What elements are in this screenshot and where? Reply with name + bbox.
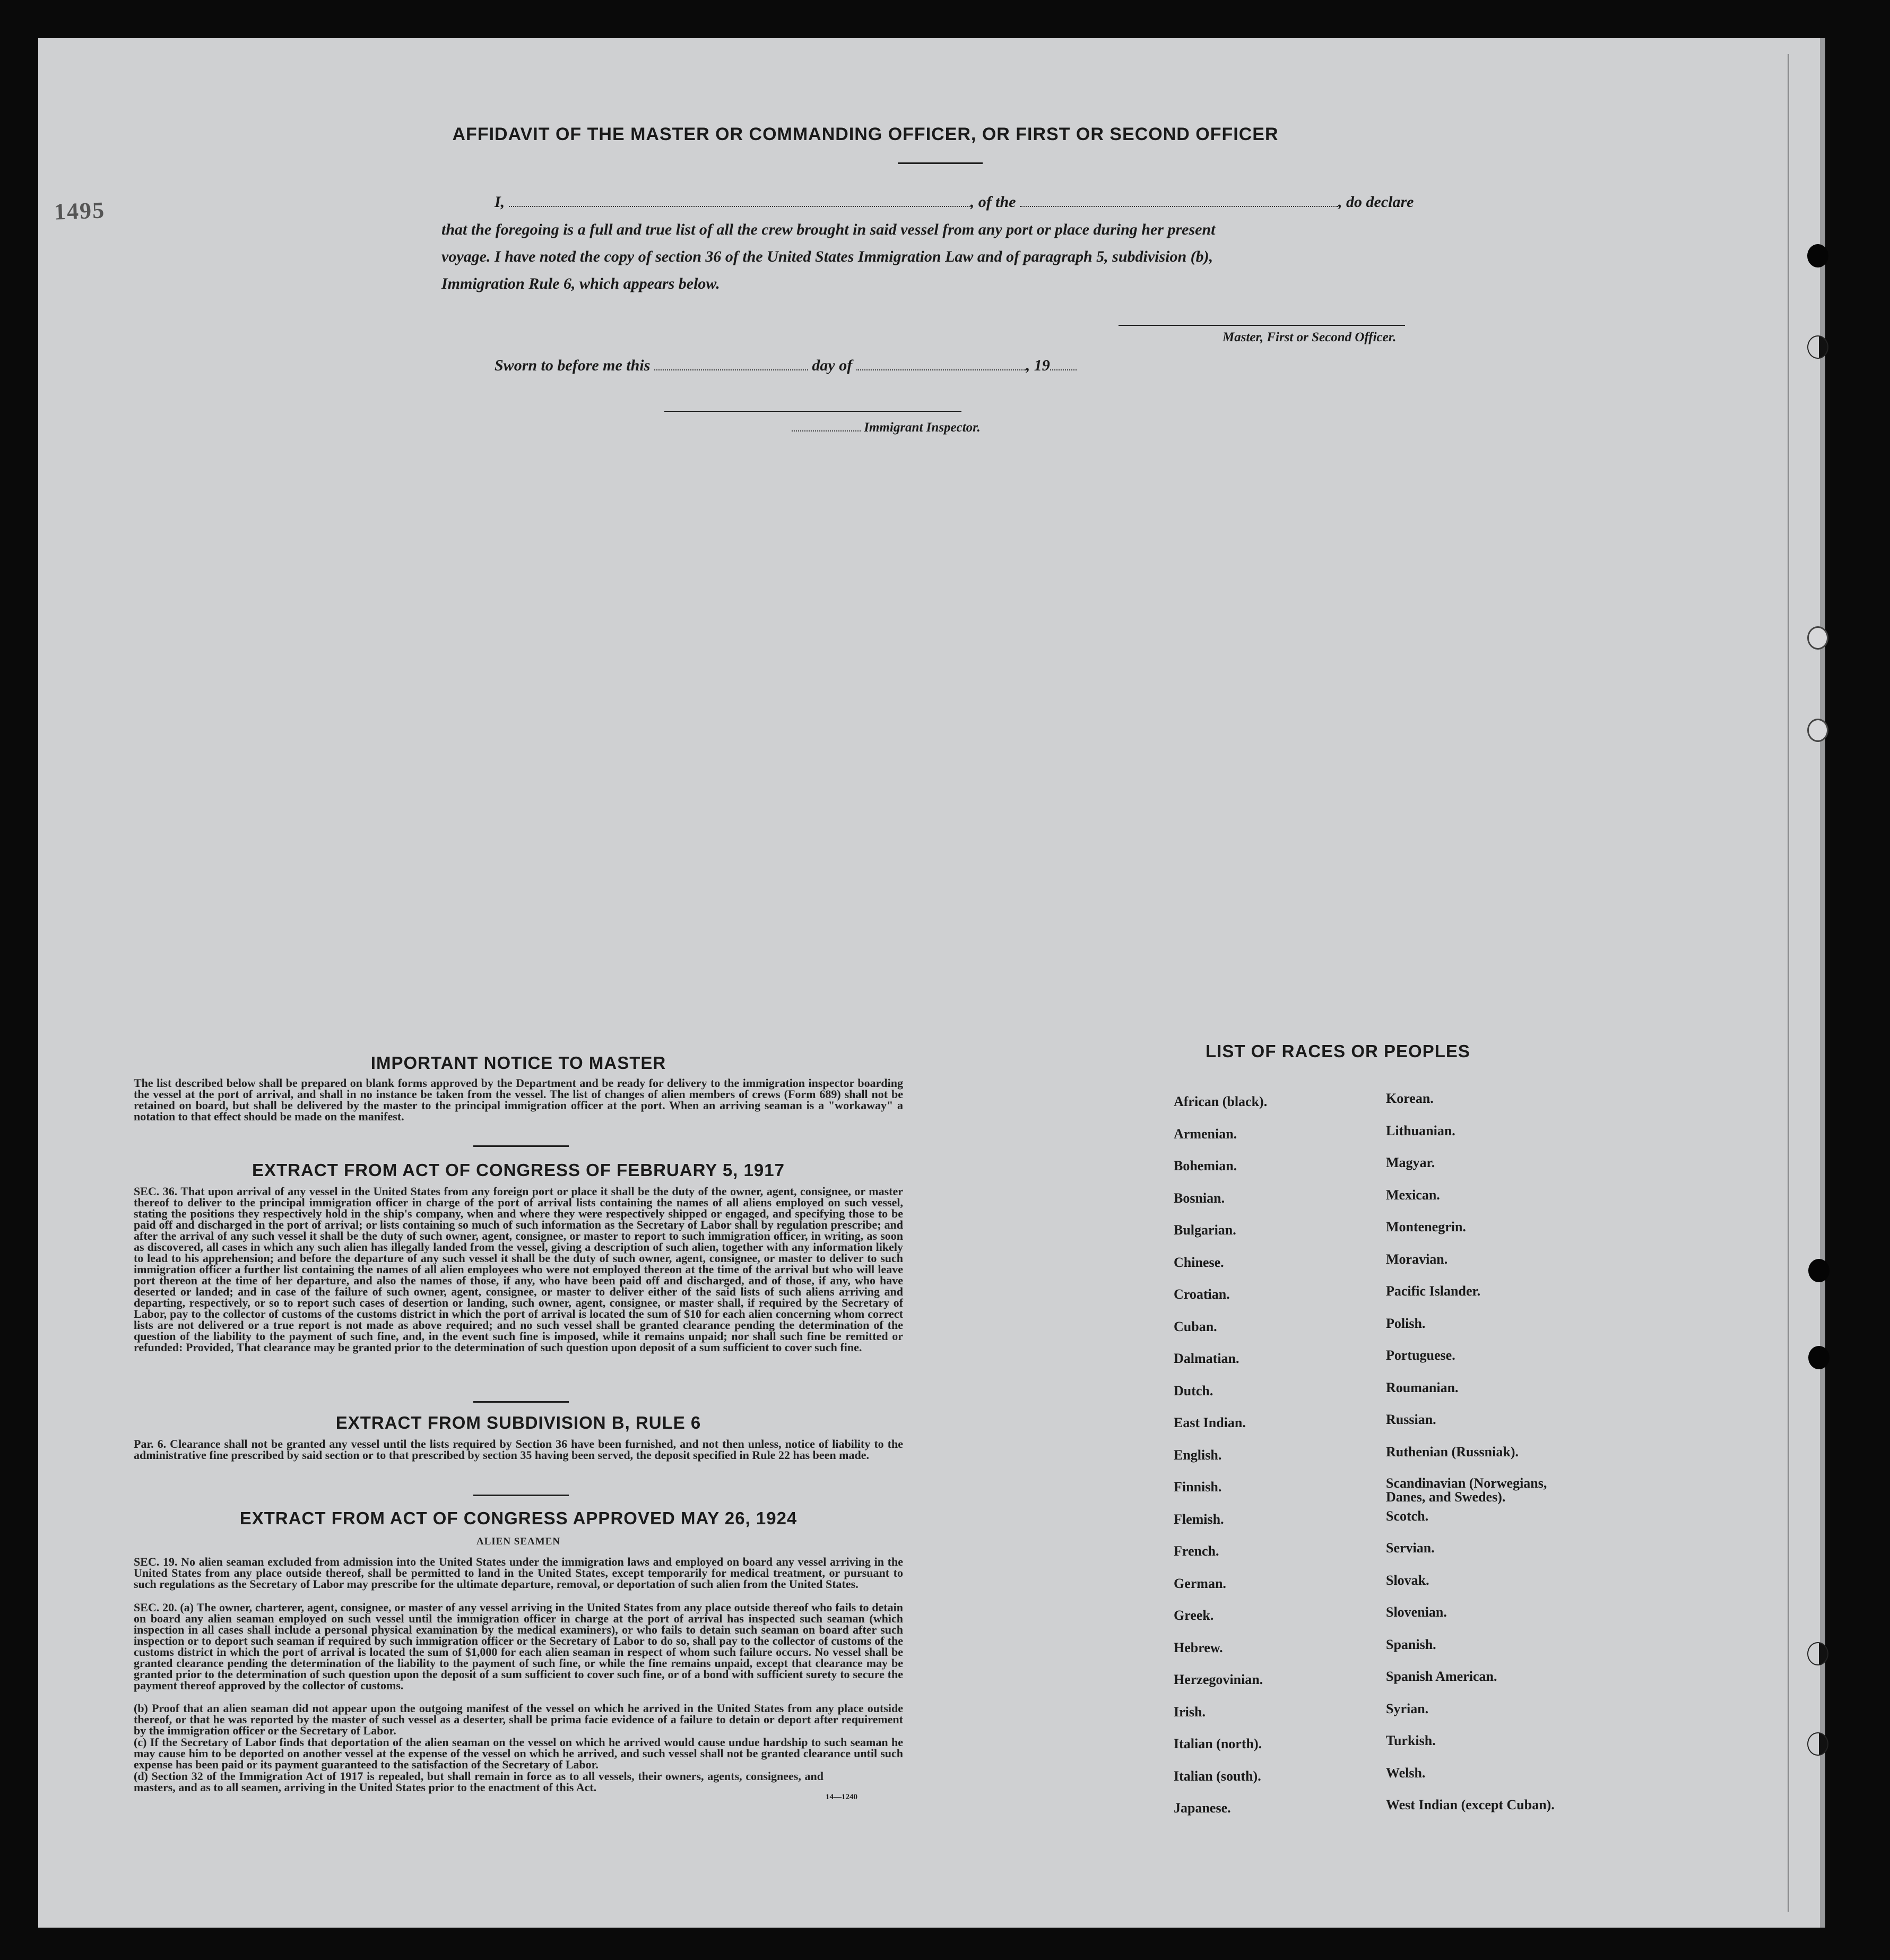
- race-item: Slovenian.: [1386, 1604, 1447, 1620]
- punch-hole: [1807, 626, 1828, 650]
- punch-hole: [1807, 335, 1828, 359]
- notice-body: The list described below shall be prepared on blank forms approved by the Department and be ready for delivery to the immigration inspector boarding the vessel at the port of arrival, and shall in no instance be taken from the vessel. The list of changes of alien members of crews (Form 689) shall not be retained on board, but shall be delivered by the master to the principal immigration officer at the port. When an arriving seaman is a "workaway" a notation to that effect should be made on the manifest.: [134, 1076, 903, 1123]
- alien-seamen-subtitle: ALIEN SEAMEN: [476, 1536, 561, 1547]
- race-item: Pacific Islander.: [1386, 1283, 1481, 1299]
- race-item: Scandinavian (Norwegians, Danes, and Swedes).: [1386, 1475, 1547, 1505]
- race-item: Lithuanian.: [1386, 1123, 1455, 1138]
- document-page: [38, 38, 1825, 1928]
- race-item: Chinese.: [1174, 1254, 1224, 1270]
- signature-line: [1119, 325, 1405, 326]
- race-item: Dalmatian.: [1174, 1351, 1239, 1366]
- race-item: English.: [1174, 1447, 1222, 1463]
- sworn-text: Sworn to before me this: [495, 357, 651, 374]
- race-item: Bosnian.: [1174, 1190, 1225, 1206]
- affidavit-line3: voyage. I have noted the copy of section 36 of the United States Immigration Law and of paragraph 5, subdivision (b),: [441, 248, 1213, 265]
- year-blank: [1050, 359, 1077, 370]
- race-item: Bulgarian.: [1174, 1222, 1236, 1238]
- margin-mark: 1495: [54, 197, 106, 225]
- sec20b-text: (b) Proof that an alien seaman did not appear upon the outgoing manifest of the vessel on which he arrived in the United States from any place outside thereof, or that he was reported by the master of such vessel as a deserter, shall be prima facie evidence of a failure to detain or deport after requirement by the immigration officer or the Secretary of Labor.: [134, 1702, 903, 1737]
- race-item: Moravian.: [1386, 1251, 1448, 1267]
- race-item: Mexican.: [1386, 1187, 1440, 1203]
- sec20c-text: (c) If the Secretary of Labor finds that deportation of the alien seaman on the vessel on which he arrived would cause undue hardship to such seaman he may cause him to be deported on another vessel at the expense of the vessel on which he arrived, and such vessel shall not be granted clearance until such expense has been paid or its payment guaranteed to the satisfaction of the Secretary of Labor.: [134, 1735, 903, 1771]
- affidavit-line4: Immigration Rule 6, which appears below.: [441, 275, 720, 292]
- affidavit-declare: , do declare: [1338, 193, 1414, 211]
- extract-1917-title: EXTRACT FROM ACT OF CONGRESS OF FEBRUARY 5, 1917: [252, 1160, 785, 1180]
- sworn-line: [495, 357, 1077, 375]
- inspector-signature-line: [664, 411, 961, 412]
- subdiv-b-body: Par. 6. Clearance shall not be granted any vessel until the lists required by Section 36 have been furnished, and not then unless, notice of liability to the administrative fine prescribed by said section or to that prescribed by section 35 having been served, the deposit specified in Rule 22 has been made.: [134, 1437, 903, 1462]
- race-item: Welsh.: [1386, 1765, 1426, 1781]
- affidavit-of-the: , of the: [970, 193, 1016, 211]
- inspector-label-line: [792, 420, 981, 435]
- affidavit-title: AFFIDAVIT OF THE MASTER OR COMMANDING OFFICER, OR FIRST OR SECOND OFFICER: [452, 124, 1279, 144]
- punch-hole: [1808, 1259, 1830, 1282]
- race-item: Portuguese.: [1386, 1348, 1455, 1363]
- affidavit-line1: [495, 193, 1414, 211]
- race-item: Japanese.: [1174, 1800, 1231, 1816]
- race-item: Spanish American.: [1386, 1669, 1497, 1684]
- month-blank: [856, 359, 1026, 370]
- extract-1917-body: SEC. 36. That upon arrival of any vessel in the United States from any foreign port or place it shall be the duty of the owner, agent, consignee, or master thereof to deliver to the principal immigration officer in charge of the port of arrival lists containing the names of all aliens employed on such vessel, stating the positions they respectively hold in the ship's company, when and where they were respectively shipped or engaged, and specifying those to be paid off and discharged in the port of arrival; or lists containing so much of such information as the Secretary of Labor shall by regulation prescribe; and after the arrival of any such vessel it shall be the duty of such owner, agent, consignee, or master to report to such immigration officer, in writing, as soon as discovered, all cases in which any such alien has illegally landed from the vessel, giving a description of such alien, together with any information likely to lead to his apprehension; and before the departure of any such vessel it shall be the duty of such owner, agent, consignee, or master to deliver to such immigration officer a further list containing the names of all alien employees who were not employed thereon at the time of the arrival but who will leave port thereon at the time of her departure, and also the names of those, if any, who have been paid off and discharged, and of those, if any, who have deserted or landed; and in case of the failure of such owner, agent, consignee, or master to deliver either of the said lists of such aliens arriving and departing, respectively, or so to report such cases of desertion or landing, such owner, agent, consignee, or master shall, if required by the Secretary of Labor, pay to the collector of customs of the customs district in which the port of arrival is located the sum of $10 for each alien concerning whom correct lists are not delivered or a true report is not made as above required; and no such vessel shall be granted clearance pending the determination of the question of the liability to the payment of such fine, and, in the event such fine is imposed, while it remains unpaid; nor shall such fine be remitted or refunded: Provided, That clearance may be granted prior to the determination of such question upon deposit of a sum sufficient to cover such fine.: [134, 1185, 903, 1354]
- race-item: Scotch.: [1386, 1508, 1429, 1524]
- race-item: Montenegrin.: [1386, 1219, 1466, 1234]
- race-item: Armenian.: [1174, 1126, 1237, 1142]
- race-item: Slovak.: [1386, 1572, 1429, 1588]
- race-item: Finnish.: [1174, 1479, 1222, 1495]
- race-item: Spanish.: [1386, 1636, 1436, 1652]
- sec19-text: SEC. 19. No alien seaman excluded from admission into the United States under the immigration laws and employed on board any vessel arriving in the United States from any place outside thereof, shall be permitted to land in the United States, except temporarily for medical treatment, or pursuant to such regulations as the Secretary of Labor may prescribe for the ultimate departure, removal, or deportation of such alien from the United States.: [134, 1555, 903, 1591]
- race-item: Syrian.: [1386, 1700, 1429, 1716]
- race-item: Flemish.: [1174, 1511, 1224, 1527]
- race-item: African (black).: [1174, 1094, 1268, 1109]
- punch-hole: [1808, 1346, 1830, 1369]
- race-item: Hebrew.: [1174, 1639, 1223, 1655]
- race-item: Ruthenian (Russniak).: [1386, 1444, 1519, 1460]
- notice-title: IMPORTANT NOTICE TO MASTER: [370, 1053, 666, 1073]
- race-item: Dutch.: [1174, 1383, 1213, 1398]
- divider: [898, 162, 983, 164]
- inspector-label: Immigrant Inspector.: [864, 420, 981, 435]
- punch-hole: [1807, 719, 1828, 742]
- sec20d-text: (d) Section 32 of the Immigration Act of 1917 is repealed, but shall remain in force as to all vessels, their owners, agents, consignees, and masters, and as to all seamen, arriving in the United States prior to the enactment of this Act.: [134, 1769, 823, 1794]
- vessel-blank: [1020, 195, 1338, 207]
- page-edge-line: [1788, 54, 1789, 1912]
- punch-hole: [1807, 1732, 1828, 1756]
- sec20a-text: SEC. 20. (a) The owner, charterer, agent, consignee, or master of any vessel arriving in the United States from any place outside thereof who fails to detain on board any alien seaman employed on such vessel until the immigration officer in charge at the port of arrival has inspected such seaman (which inspection in all cases shall include a personal physical examination by the medical examiners), or who fails to detain such seaman on board after such inspection or to deport such seaman if required by such immigration officer or the Secretary of Labor to do so, shall pay to the collector of customs of the customs district in which the port of arrival is located the sum of $1,000 for each alien seaman in respect of whom such failure occurs. No vessel shall be granted clearance pending the determination of the liability to the payment of such fine, or while the fine remains unpaid, except that clearance may be granted prior to the determination of such question upon the deposit of a sum sufficient to cover such fine, or of a bond with sufficient surety to secure the payment thereof approved by the collector of customs.: [134, 1601, 903, 1692]
- punch-hole: [1807, 244, 1828, 267]
- affidavit-i: I,: [495, 193, 505, 211]
- race-item: Greek.: [1174, 1608, 1214, 1623]
- race-item: Bohemian.: [1174, 1158, 1237, 1173]
- race-item: Croatian.: [1174, 1286, 1230, 1302]
- race-item: Herzegovinian.: [1174, 1672, 1263, 1687]
- form-number: 14—1240: [826, 1793, 857, 1801]
- bleed-through-text: [335, 97, 345, 123]
- race-item: Cuban.: [1174, 1318, 1217, 1334]
- race-item: German.: [1174, 1575, 1226, 1591]
- race-item: Russian.: [1386, 1412, 1436, 1427]
- divider: [473, 1145, 569, 1147]
- day-of-text: day of: [812, 357, 853, 374]
- race-item: Italian (north).: [1174, 1736, 1262, 1751]
- race-item: Irish.: [1174, 1704, 1206, 1720]
- punch-hole: [1807, 1642, 1828, 1665]
- year-text: , 19: [1026, 357, 1050, 374]
- race-item: West Indian (except Cuban).: [1386, 1797, 1555, 1812]
- race-item: Magyar.: [1386, 1155, 1435, 1170]
- races-title: LIST OF RACES OR PEOPLES: [1206, 1041, 1470, 1061]
- race-item: East Indian.: [1174, 1415, 1246, 1430]
- divider: [473, 1401, 569, 1403]
- race-item: Servian.: [1386, 1540, 1435, 1556]
- race-item: Polish.: [1386, 1315, 1426, 1331]
- affidavit-line2: that the foregoing is a full and true list of all the crew brought in said vessel from any port or place during her present: [441, 221, 1216, 238]
- race-item: Roumanian.: [1386, 1379, 1459, 1395]
- race-item: Turkish.: [1386, 1733, 1436, 1748]
- subdiv-b-title: EXTRACT FROM SUBDIVISION B, RULE 6: [335, 1413, 701, 1432]
- race-item: French.: [1174, 1543, 1219, 1559]
- extract-1924-title: EXTRACT FROM ACT OF CONGRESS APPROVED MAY 26, 1924: [239, 1508, 797, 1528]
- divider: [473, 1495, 569, 1496]
- name-blank: [509, 195, 970, 207]
- inspector-blank: [792, 423, 861, 431]
- race-item: Italian (south).: [1174, 1768, 1261, 1784]
- race-item: Korean.: [1386, 1091, 1434, 1106]
- master-label: Master, First or Second Officer.: [1223, 330, 1397, 344]
- day-blank: [654, 359, 808, 370]
